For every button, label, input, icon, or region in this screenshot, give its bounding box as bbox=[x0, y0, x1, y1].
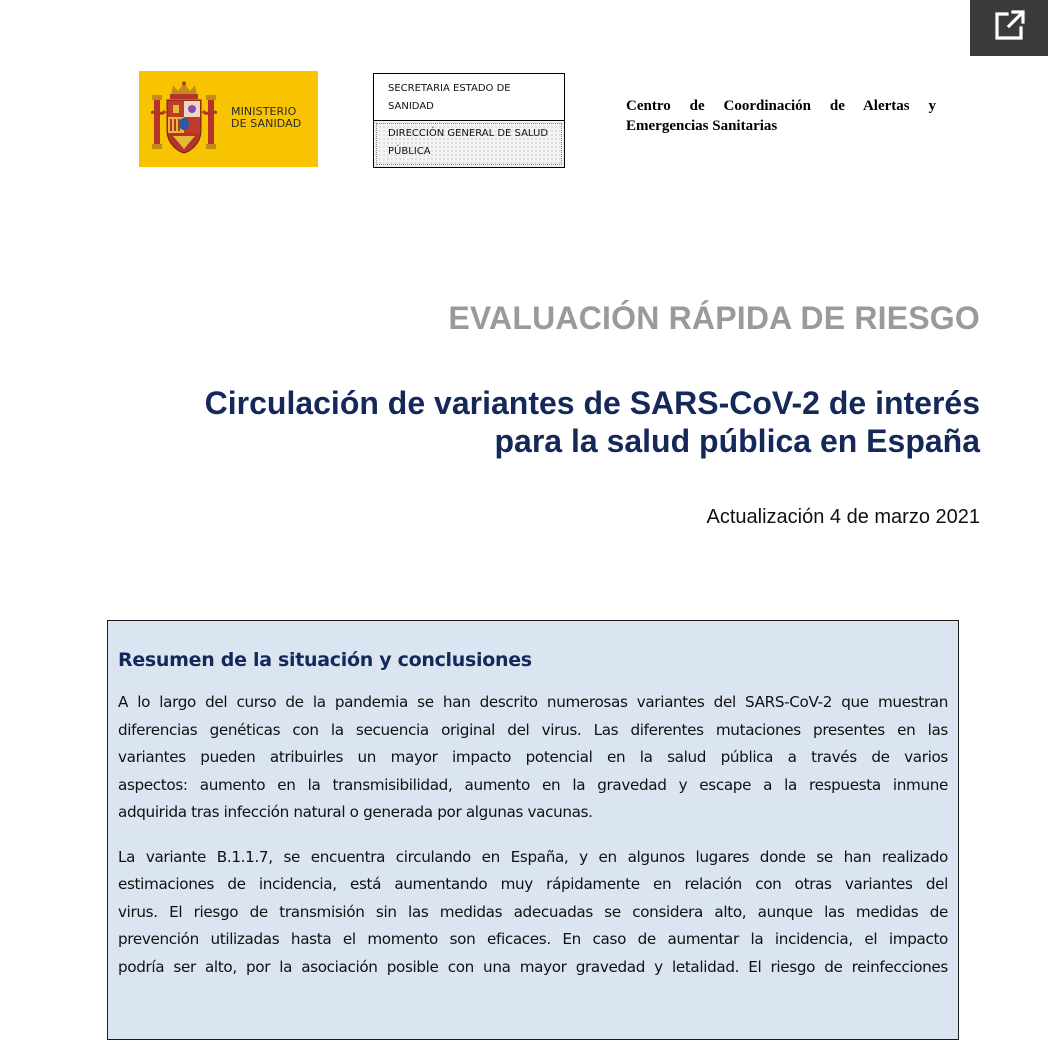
paragraph-line: adquirida tras infección natural o generada por algunas vacunas. bbox=[118, 803, 593, 821]
direccion-line2: PÚBLICA bbox=[388, 146, 431, 157]
document-title-line1: Circulación de variantes de SARS-CoV-2 de interés bbox=[204, 385, 980, 421]
paragraph-line: estimaciones de incidencia, está aumentando muy rápidamente en relación con otras variantes del bbox=[118, 875, 948, 893]
open-external-icon bbox=[989, 6, 1029, 50]
secretaria-box bbox=[374, 74, 564, 121]
open-external-button[interactable] bbox=[970, 0, 1048, 56]
paragraph-line: virus. El riesgo de transmisión sin las medidas adecuadas se considera alto, aunque las medidas de bbox=[118, 902, 948, 921]
paragraph-line: prevención utilizadas hasta el momento son eficaces. En caso de aumentar la incidencia, el impacto bbox=[118, 930, 948, 948]
centro-line1: Centro de Coordinación de Alertas y bbox=[626, 98, 936, 114]
summary-box bbox=[107, 620, 959, 1040]
centro-line2: Emergencias Sanitarias bbox=[626, 118, 778, 134]
department-boxes bbox=[373, 73, 565, 168]
summary-heading: Resumen de la situación y conclusiones bbox=[118, 649, 532, 671]
secretaria-line2: SANIDAD bbox=[388, 101, 434, 112]
paragraph-line: A lo largo del curso de la pandemia se han descrito numerosas variantes del SARS-CoV-2 que muestran bbox=[118, 693, 948, 711]
paragraph-line: aspectos: aumento en la transmisibilidad, aumento en la gravedad y escape a la respuesta inmune bbox=[118, 775, 948, 794]
document-type-heading: EVALUACIÓN RÁPIDA DE RIESGO bbox=[448, 300, 980, 336]
secretaria-line1: SECRETARIA ESTADO DE bbox=[388, 83, 511, 94]
document-title bbox=[100, 384, 980, 460]
paragraph-line: La variante B.1.1.7, se encuentra circulando en España, y en algunos lugares donde se han realizado bbox=[118, 847, 948, 866]
summary-paragraph-2 bbox=[118, 844, 948, 982]
coat-of-arms-icon bbox=[151, 81, 217, 161]
paragraph-line: podría ser alto, por la asociación posible con una mayor gravedad y letalidad. El riesgo de reinfecciones bbox=[118, 957, 948, 976]
document-title-line2: para la salud pública en España bbox=[494, 423, 980, 459]
paragraph-line: diferencias genéticas con la secuencia original del virus. Las diferentes mutaciones presentes en las bbox=[118, 720, 948, 739]
direccion-line1: DIRECCIÓN GENERAL DE SALUD bbox=[388, 128, 549, 139]
paragraph-line: variantes pueden atribuirles un mayor impacto potencial en la salud pública a través de varios bbox=[118, 748, 948, 766]
ministry-logo bbox=[139, 71, 318, 167]
ministry-name: MINISTERIO DE SANIDAD bbox=[231, 105, 302, 130]
centro-header bbox=[626, 96, 936, 136]
document-date: Actualización 4 de marzo 2021 bbox=[706, 506, 980, 528]
summary-paragraph-1 bbox=[118, 689, 948, 827]
direccion-box bbox=[374, 121, 564, 167]
